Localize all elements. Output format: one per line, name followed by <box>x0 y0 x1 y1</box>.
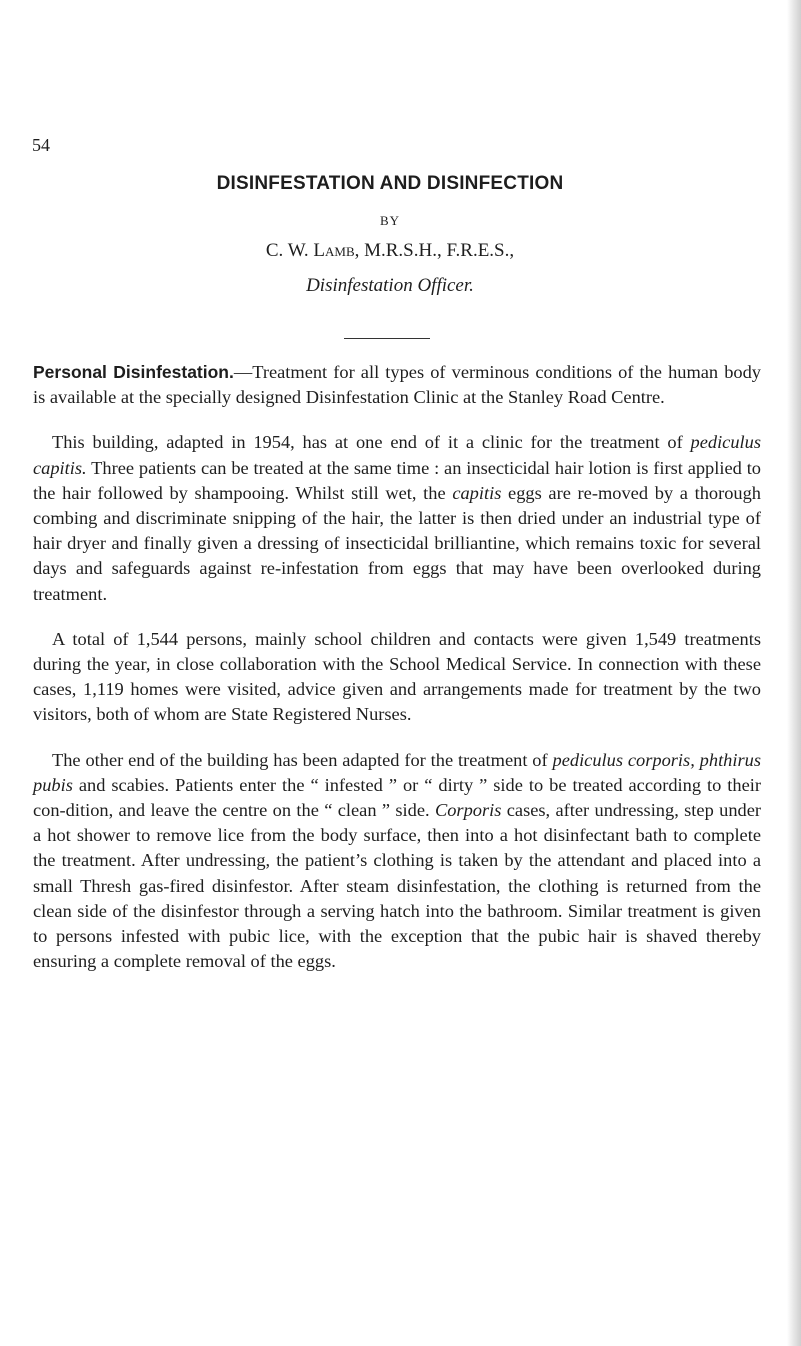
paragraph-run-in-heading: Personal Disinfestation. <box>33 362 234 382</box>
paragraph-text: and scabies. Patients enter the “ infested ” or “ dirty ” side to be treated according to their con-dition, and leave the centre on the “ clean ” side. <box>33 774 761 821</box>
paragraph-text: eggs are re-moved by a thorough combing and discriminate snipping of the hair, the latter is then dried under an industrial type of hair dryer and finally given a dressing of insecticidal brilliantine, which remains toxic for several days and safeguards against re-infestation from eggs that may have been overlooked during treatment. <box>33 482 762 604</box>
paragraph-text: The other end of the building has been adapted for the treatment of <box>52 749 553 770</box>
section-title: DISINFESTATION AND DISINFECTION <box>216 173 564 194</box>
author-role: Disinfestation Officer. <box>306 275 474 296</box>
body-text <box>33 360 761 994</box>
paragraph-personal-disinfestation <box>33 360 761 410</box>
paragraph-text: —Treatment for all types of verminous conditions of the human body is available at the specially designed Disinfestation Clinic at the Stanley Road Centre. <box>33 362 761 408</box>
paragraph-italic-term: Corporis <box>434 800 502 821</box>
paragraph-italic-term: pediculus capitis. <box>33 432 761 478</box>
paragraph-text: Three patients can be treated at the same time : an insecticidal hair lotion is first applied to the hair followed by shampooing. Whilst still wet, the <box>33 457 761 503</box>
paragraph-corporis-treatment <box>33 748 761 975</box>
paragraph-text: This building, adapted in 1954, has at one end of it a clinic for the treatment of <box>52 432 691 453</box>
page-edge-shadow <box>787 0 801 1346</box>
paragraph-capitis-treatment <box>33 430 761 606</box>
byline-by: BY <box>379 213 401 228</box>
paragraph-italic-term: pediculus corporis, phthirus pubis <box>33 749 761 795</box>
paragraph-treatment-totals <box>33 627 761 728</box>
paragraph-italic-term: capitis <box>452 482 502 503</box>
page-number: 54 <box>32 135 50 155</box>
paragraph-text: cases, after undressing, step under a hot shower to remove lice from the body surface, then into a hot disinfectant bath to complete the treatment. After undressing, the patient’s clothing is taken by the attendant and placed into a small Thresh gas-fired disinfestor. After steam disinfestation, the clothing is returned from the clean side of the disinfestor through a serving hatch into the bathroom. Similar treatment is given to persons infested with pubic lice, with the exception that the pubic hair is shaved thereby ensuring a complete removal of the eggs. <box>33 800 761 972</box>
section-divider <box>344 338 430 339</box>
author-name: C. W. Lamb, M.R.S.H., F.R.E.S., <box>265 240 515 261</box>
paragraph-text: A total of 1,544 persons, mainly school children and contacts were given 1,549 treatments during the year, in close collaboration with the School Medical Service. In connection with these cases, 1,119 homes were visited, advice given and arrangements made for treatment by the two visitors, both of whom are State Registered Nurses. <box>33 628 761 725</box>
